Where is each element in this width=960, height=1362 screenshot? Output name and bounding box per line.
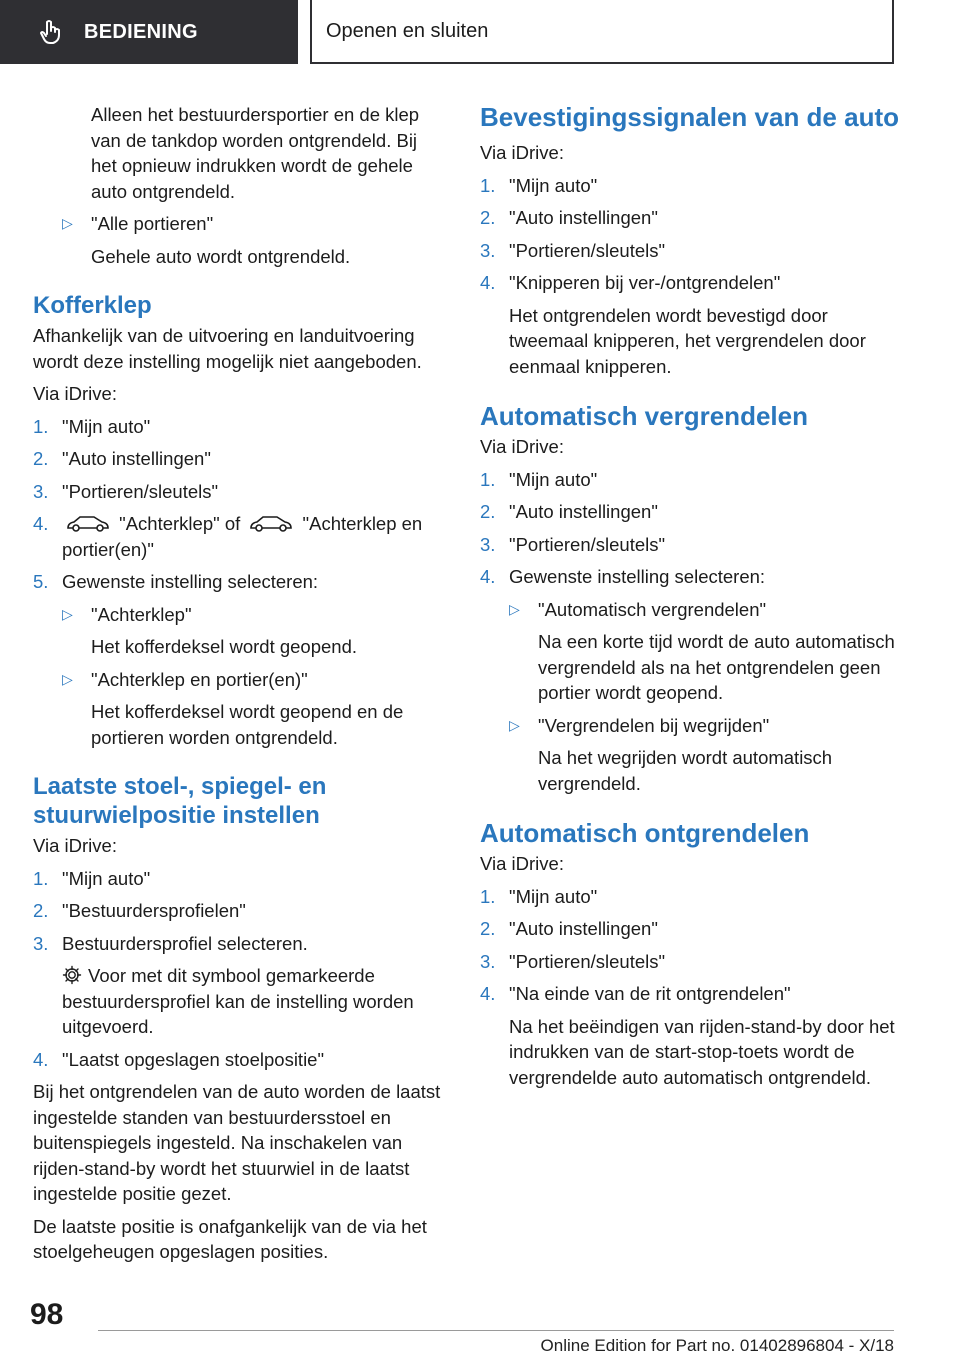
intro-text: Alleen het bestuurdersportier en de klep van de tankdop worden ontgrendeld. Bij het opnieuw indrukken wordt de gehele auto ontgrendeld.: [91, 104, 420, 202]
list-item-text: "Auto instellingen": [509, 918, 658, 939]
triangle-bullet-icon: ▷: [509, 716, 520, 733]
heading-automatisch-vergrendelen: Automatisch vergrendelen: [480, 401, 808, 431]
via-idrive: Via iDrive:: [33, 383, 117, 404]
triangle-bullet-icon: ▷: [62, 215, 73, 231]
option-label: "Automatisch vergrendelen": [538, 598, 767, 620]
option-label: "Achterklep en portier(en)": [91, 668, 308, 690]
list-item-text: "Mijn auto": [509, 885, 598, 907]
list-item: 2. "Auto instellingen": [480, 916, 900, 942]
option-item: [509, 713, 900, 739]
list-item: 5. Gewenste instelling selecteren:: [33, 569, 443, 595]
list-item-text: "Bestuurdersprofielen": [62, 900, 246, 921]
list-item: 4. "Laatst opgeslagen stoelpositie": [33, 1047, 443, 1073]
via-idrive: Via iDrive:: [480, 436, 564, 457]
list-item: 2. "Auto instellingen": [33, 446, 443, 472]
list-item: 4. "Knipperen bij ver-/ontgrendelen": [480, 270, 900, 296]
triangle-bullet-icon: ▷: [62, 670, 73, 687]
via-idrive: Via iDrive:: [33, 835, 117, 856]
list-item: 3. "Portieren/sleutels": [480, 238, 900, 264]
option-item: [62, 211, 443, 237]
list-item: 1. "Mijn auto": [480, 884, 900, 910]
list-item: 2. "Auto instellingen": [480, 499, 900, 525]
paragraph: Afhankelijk van de uitvoering en landuitvoering wordt deze instelling mogelijk niet aangeboden.: [33, 325, 422, 372]
option-label: "Achterklep": [91, 603, 192, 625]
list-item: 3. "Portieren/sleutels": [33, 479, 443, 505]
list-item-text: Gewenste instelling selecteren:: [509, 566, 766, 587]
list-item: 4. Gewenste instelling selecteren:: [480, 564, 900, 590]
car-tailgate-doors-icon: [249, 513, 293, 533]
list-item-text: "Portieren/sleutels": [509, 533, 666, 555]
list-item-text: "Auto instellingen": [509, 207, 658, 228]
list-item-text: "Auto instellingen": [509, 501, 658, 522]
list-item: 2. "Auto instellingen": [480, 205, 900, 231]
via-idrive: Via iDrive:: [480, 853, 564, 874]
list-item: 4. "Achterklep" of "Achterklep en portier(en)": [33, 511, 443, 562]
step-desc: Het ontgrendelen wordt bevestigd door tweemaal knipperen, het vergrendelen door eenmaal knipperen.: [509, 304, 866, 377]
option-desc: Het kofferdeksel wordt geopend en de portieren worden ontgrendeld.: [91, 701, 404, 748]
list-item: 1. "Mijn auto": [33, 866, 443, 892]
list-item: 1. "Mijn auto": [480, 173, 900, 199]
option-item: [62, 667, 443, 693]
step4-part-a: "Achterklep" of: [119, 513, 241, 534]
list-item-text: "Portieren/sleutels": [509, 239, 666, 261]
paragraph: De laatste positie is onafgankelijk van de via het stoelgeheugen opgeslagen posities.: [33, 1215, 427, 1262]
right-column: [480, 102, 900, 1097]
option-item: [509, 597, 900, 623]
gear-icon: [62, 965, 82, 985]
heading-automatisch-ontgrendelen: Automatisch ontgrendelen: [480, 818, 810, 848]
option-desc: Na een korte tijd wordt de auto automatisch vergrendeld als na het ontgrendelen geen portier wordt geopend.: [538, 631, 895, 703]
heading-kofferklep: Kofferklep: [33, 292, 152, 319]
option-desc: Het kofferdeksel wordt geopend.: [91, 636, 358, 657]
list-item: 3. Bestuurdersprofiel selecteren.: [33, 931, 443, 957]
left-column: [33, 102, 443, 1272]
list-item-text: "Laatst opgeslagen stoelpositie": [62, 1048, 325, 1070]
list-item-text: "Mijn auto": [62, 415, 151, 437]
note: [62, 963, 443, 1040]
list-item-text: "Mijn auto": [509, 174, 598, 196]
paragraph: Bij het ontgrendelen van de auto worden de laatst ingestelde standen van bestuurdersstoel en buitenspiegels ingesteld. Na inschakelen van rijden-stand-by wordt het stuurwiel in de laatst ingestelde positie gezet.: [33, 1081, 441, 1204]
footer-divider: [98, 1330, 894, 1331]
hand-pointer-icon: [38, 18, 66, 46]
footer-edition: Online Edition for Part no. 01402896804 - X/18: [540, 1336, 894, 1355]
note-text: Voor met dit symbool gemarkeerde bestuurdersprofiel kan de instelling worden uitgevoerd.: [62, 965, 414, 1037]
list-item-text: "Mijn auto": [62, 867, 151, 889]
list-item: 3. "Portieren/sleutels": [480, 949, 900, 975]
list-item-text: "Mijn auto": [509, 468, 598, 490]
step4-part-b: "Achterklep en portier(en)": [62, 513, 423, 560]
list-item: 1. "Mijn auto": [480, 467, 900, 493]
chapter-header: [310, 0, 894, 64]
list-item: 1. "Mijn auto": [33, 414, 443, 440]
triangle-bullet-icon: ▷: [62, 605, 73, 622]
list-item: 4. "Na einde van de rit ontgrendelen": [480, 981, 900, 1007]
list-item-text: "Portieren/sleutels": [509, 950, 666, 972]
car-tailgate-icon: [66, 513, 110, 533]
triangle-bullet-icon: ▷: [509, 600, 520, 617]
option-desc: Na het wegrijden wordt automatisch vergrendeld.: [538, 747, 833, 794]
option-label: "Alle portieren": [91, 213, 214, 234]
section-label: BEDIENING: [84, 20, 198, 43]
option-label: "Vergrendelen bij wegrijden": [538, 714, 770, 736]
list-item-text: "Auto instellingen": [62, 448, 211, 469]
list-item-text: "Knipperen bij ver-/ontgrendelen": [509, 272, 781, 293]
option-desc: Gehele auto wordt ontgrendeld.: [91, 245, 351, 267]
heading-bevestiging: Bevestigingssignalen van de auto: [480, 102, 899, 132]
list-item-text: [62, 511, 443, 562]
step-desc: Na het beëindigen van rijden-stand-by door het indrukken van de start-stop-toets wordt de vergrendelde auto automatisch ontgrendeld.: [509, 1015, 895, 1088]
list-item-text: Gewenste instelling selecteren:: [62, 571, 319, 592]
option-item: [62, 602, 443, 628]
list-item-text: "Na einde van de rit ontgrendelen": [509, 983, 791, 1004]
list-item: 3. "Portieren/sleutels": [480, 532, 900, 558]
list-item-text: "Portieren/sleutels": [62, 480, 219, 502]
section-tab: [0, 0, 298, 64]
via-idrive: Via iDrive:: [480, 142, 564, 163]
chapter-title: Openen en sluiten: [326, 19, 489, 42]
page-number: 98: [30, 1298, 64, 1331]
heading-laatste: Laatste stoel-, spiegel- en stuurwielpositie instellen: [33, 773, 327, 829]
list-item-text: Bestuurdersprofiel selecteren.: [62, 932, 308, 954]
list-item: 2. "Bestuurdersprofielen": [33, 898, 443, 924]
